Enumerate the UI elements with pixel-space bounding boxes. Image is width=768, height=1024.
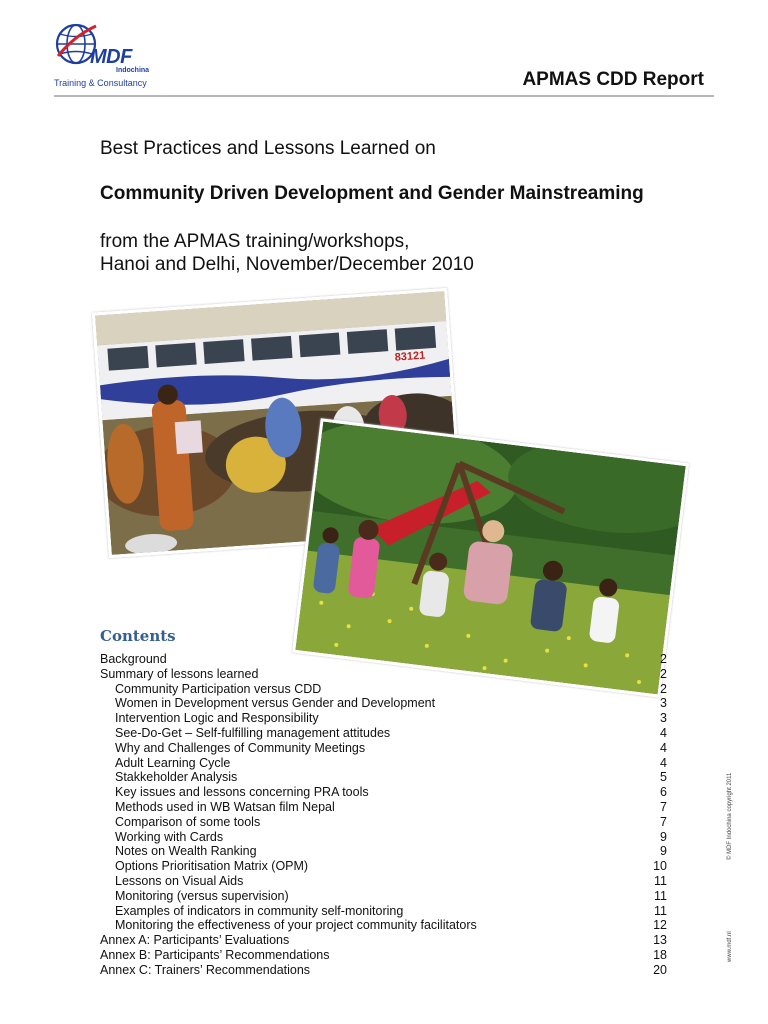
toc-entry[interactable] xyxy=(100,933,667,948)
toc-entry[interactable] xyxy=(100,904,667,919)
toc-page: 4 xyxy=(660,755,667,770)
toc-page: 7 xyxy=(660,799,667,814)
toc-label: Monitoring (versus supervision) xyxy=(115,888,289,903)
toc-entry[interactable] xyxy=(100,963,667,978)
toc-entry[interactable] xyxy=(100,741,667,756)
toc-label: Methods used in WB Watsan film Nepal xyxy=(115,799,335,814)
toc-page: 13 xyxy=(653,933,667,948)
toc-label: Annex B: Participants’ Recommendations xyxy=(100,947,330,962)
toc-page: 4 xyxy=(660,725,667,740)
toc-page: 20 xyxy=(653,962,667,977)
mdf-logo xyxy=(54,22,164,92)
title-line-1: Best Practices and Lessons Learned on xyxy=(100,138,436,159)
toc-page: 18 xyxy=(653,947,667,962)
bus-number: 83121 xyxy=(394,349,426,364)
toc-label: Stakkeholder Analysis xyxy=(115,770,238,785)
toc-entry[interactable] xyxy=(100,652,667,667)
toc-label: Background xyxy=(100,652,167,666)
toc-page: 4 xyxy=(660,740,667,755)
website-note: www.mdf.nl xyxy=(727,931,733,962)
copyright-note: © MDF Indochina copyright 2011 xyxy=(727,772,733,860)
table-of-contents xyxy=(100,652,667,978)
toc-entry[interactable] xyxy=(100,859,667,874)
toc-entry[interactable] xyxy=(100,682,667,697)
toc-page: 9 xyxy=(660,829,667,844)
toc-entry[interactable] xyxy=(100,874,667,889)
toc-page: 3 xyxy=(660,711,667,726)
toc-label: Monitoring the effectiveness of your project community facilitators xyxy=(115,918,477,933)
toc-page: 12 xyxy=(653,918,667,933)
toc-label: Examples of indicators in community self-monitoring xyxy=(115,903,404,918)
toc-label: Options Prioritisation Matrix (OPM) xyxy=(115,859,309,874)
contents-heading: Contents xyxy=(100,627,176,645)
toc-page: 11 xyxy=(654,888,667,903)
toc-entry[interactable] xyxy=(100,815,667,830)
toc-label: See-Do-Get – Self-fulfilling management attitudes xyxy=(115,725,391,740)
toc-label: Community Participation versus CDD xyxy=(115,681,322,696)
logo-tagline: Training & Consultancy xyxy=(54,78,147,88)
toc-entry[interactable] xyxy=(100,889,667,904)
toc-entry[interactable] xyxy=(100,844,667,859)
toc-entry[interactable] xyxy=(100,770,667,785)
toc-label: Comparison of some tools xyxy=(115,814,261,829)
toc-label: Intervention Logic and Responsibility xyxy=(115,711,319,726)
toc-label: Annex A: Participants’ Evaluations xyxy=(100,933,290,948)
toc-entry[interactable] xyxy=(100,696,667,711)
title-line-3: from the APMAS training/workshops, xyxy=(100,231,410,252)
toc-entry[interactable] xyxy=(100,711,667,726)
toc-label: Annex C: Trainers’ Recommendations xyxy=(100,962,311,977)
toc-page: 11 xyxy=(654,903,667,918)
toc-entry[interactable] xyxy=(100,948,667,963)
toc-entry[interactable] xyxy=(100,756,667,771)
toc-page: 11 xyxy=(654,873,667,888)
toc-label: Lessons on Visual Aids xyxy=(115,873,244,888)
logo-brand: MDF xyxy=(90,46,132,68)
toc-page: 10 xyxy=(653,859,667,874)
toc-entry[interactable] xyxy=(100,918,667,933)
toc-label: Women in Development versus Gender and Development xyxy=(115,696,436,711)
toc-page: 6 xyxy=(660,785,667,800)
toc-label: Key issues and lessons concerning PRA tools xyxy=(115,785,369,800)
title-line-2: Community Driven Development and Gender Mainstreaming xyxy=(100,183,644,204)
toc-entry[interactable] xyxy=(100,667,667,682)
toc-entry[interactable] xyxy=(100,726,667,741)
toc-page: 2 xyxy=(660,681,667,696)
toc-page: 3 xyxy=(660,696,667,711)
toc-label: Summary of lessons learned xyxy=(100,666,259,681)
toc-label: Why and Challenges of Community Meetings xyxy=(115,740,366,755)
toc-page: 9 xyxy=(660,844,667,859)
toc-entry[interactable] xyxy=(100,830,667,845)
toc-entry[interactable] xyxy=(100,800,667,815)
toc-page: 5 xyxy=(660,770,667,785)
logo-sub: Indochina xyxy=(116,67,150,74)
report-title: APMAS CDD Report xyxy=(522,69,704,90)
title-line-4: Hanoi and Delhi, November/December 2010 xyxy=(100,254,474,275)
toc-page: 7 xyxy=(660,814,667,829)
toc-page: 2 xyxy=(660,652,667,666)
toc-label: Working with Cards xyxy=(115,829,224,844)
toc-entry[interactable] xyxy=(100,785,667,800)
toc-page: 2 xyxy=(660,666,667,681)
header-divider xyxy=(54,95,714,97)
toc-label: Notes on Wealth Ranking xyxy=(115,844,257,859)
toc-label: Adult Learning Cycle xyxy=(115,755,231,770)
